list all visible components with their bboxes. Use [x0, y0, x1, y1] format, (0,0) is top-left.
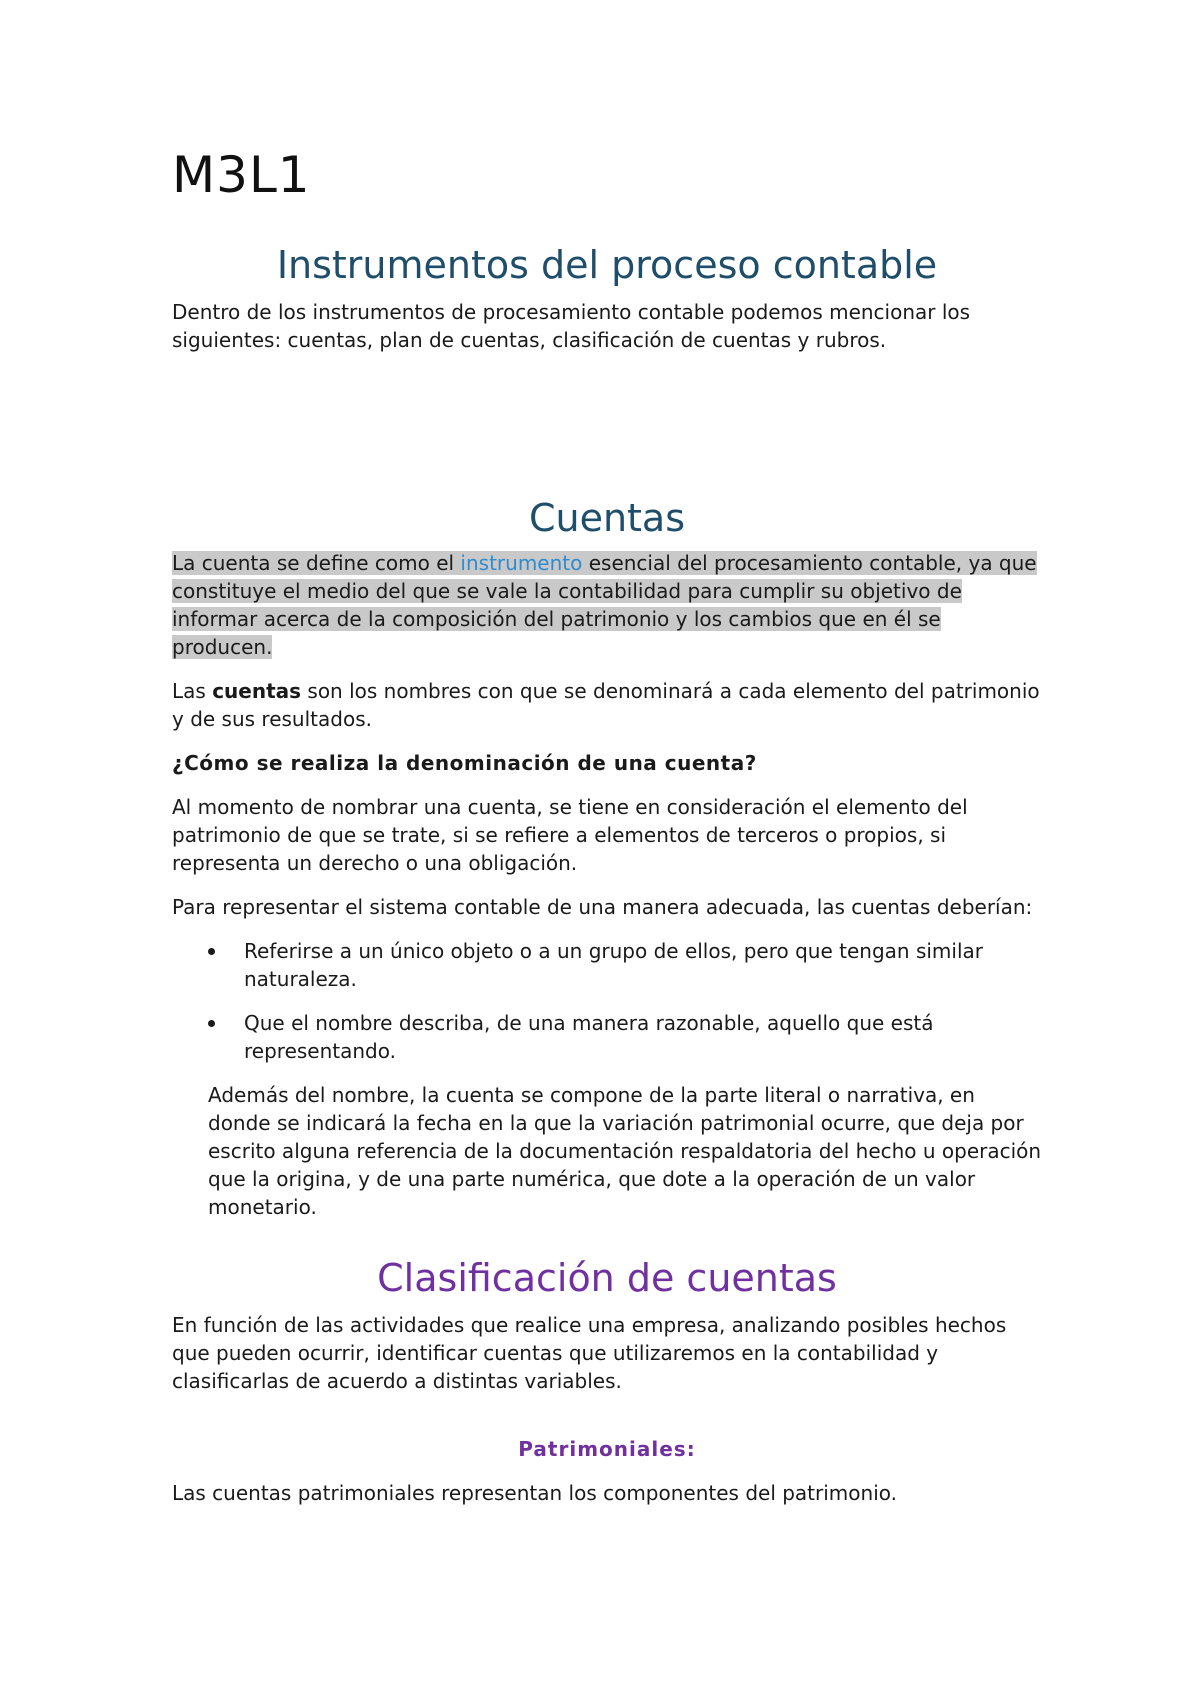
denominacion-answer-paragraph: Al momento de nombrar una cuenta, se tiene en consideración el elemento del patrimonio de que se trate, si se refiere a elementos de terceros o propios, si representa un derecho o una obligación.: [172, 795, 968, 875]
clasificacion-intro-paragraph: En función de las actividades que realice una empresa, analizando posibles hechos que pueden ocurrir, identificar cuentas que utilizaremos en la contabilidad y clasificarlas de acuerdo a distintas variables.: [172, 1313, 1007, 1393]
list-item: [172, 937, 1042, 993]
definition-text-end: esencial del procesamiento contable, ya que constituye el medio del que se vale la contabilidad para cumplir su objetivo de informar acerca de la composición del patrimonio y los cambios que en él se producen.: [172, 551, 1037, 659]
definition-text-start: La cuenta se define como el: [172, 551, 461, 575]
document-content: [172, 140, 1042, 1507]
list-item-text: Que el nombre describa, de una manera razonable, aquello que está representando.: [244, 1011, 934, 1063]
list-item: [172, 1009, 1042, 1065]
instrumento-link[interactable]: instrumento: [460, 551, 583, 575]
instrumentos-intro-paragraph: Dentro de los instrumentos de procesamiento contable podemos mencionar los siguientes: cuentas, plan de cuentas, clasificación de cuentas y rubros.: [172, 300, 971, 352]
document-title: M3L1: [172, 146, 311, 204]
denominacion-question: ¿Cómo se realiza la denominación de una cuenta?: [172, 751, 757, 775]
list-item-text: Referirse a un único objeto o a un grupo de ellos, pero que tengan similar naturaleza.: [244, 939, 983, 991]
additional-info-paragraph: Además del nombre, la cuenta se compone de la parte literal o narrativa, en donde se indicará la fecha en la que la variación patrimonial ocurre, que deja por escrito alguna referencia de la documentación respaldatoria del hecho u operación que la origina, y de una parte numérica, que dote a la operación de un valor monetario.: [208, 1083, 1042, 1219]
bullet-icon: [208, 1020, 215, 1027]
cuenta-definition-paragraph: [172, 549, 1042, 661]
represent-intro-paragraph: Para representar el sistema contable de una manera adecuada, las cuentas deberían:: [172, 895, 1033, 919]
bullet-icon: [208, 948, 215, 955]
requirements-list: [172, 937, 1042, 1065]
heading-clasificacion: Clasificación de cuentas: [377, 1256, 837, 1300]
names-text-end: son los nombres con que se denominará a cada elemento del patrimonio y de sus resultados.: [172, 679, 1040, 731]
highlighted-definition: [172, 551, 1037, 659]
heading-instrumentos: Instrumentos del proceso contable: [276, 243, 938, 287]
patrimoniales-paragraph: Las cuentas patrimoniales representan los componentes del patrimonio.: [172, 1481, 897, 1505]
heading-cuentas: Cuentas: [528, 496, 686, 540]
cuentas-bold-term: cuentas: [212, 679, 302, 703]
subheading-patrimoniales: Patrimoniales:: [518, 1437, 696, 1461]
cuentas-names-paragraph: [172, 677, 1042, 733]
names-text-start: Las: [172, 679, 213, 703]
